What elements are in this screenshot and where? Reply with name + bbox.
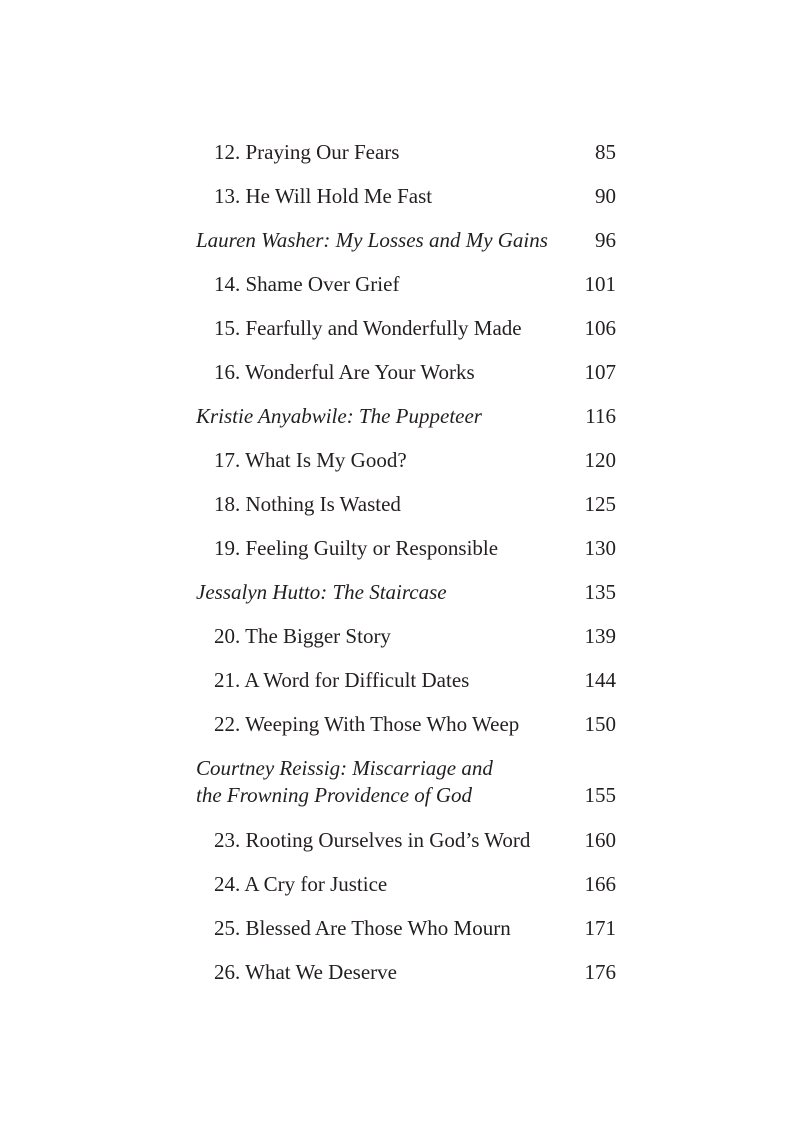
toc-entry-page: 90 (595, 184, 616, 208)
toc-entry-page: 106 (584, 316, 616, 340)
toc-entry-title: Lauren Washer: My Losses and My Gains (196, 228, 548, 252)
toc-entry-page: 139 (584, 624, 616, 648)
toc-entry-page: 176 (584, 960, 616, 984)
toc-entry-title: 12. Praying Our Fears (214, 140, 400, 164)
toc-entry-title: 21. A Word for Difficult Dates (214, 668, 470, 692)
toc-entry-page: 125 (584, 492, 616, 516)
toc-entry-title: 24. A Cry for Justice (214, 872, 388, 896)
toc-entry-title: 26. What We Deserve (214, 960, 397, 984)
toc-entry-title: the Frowning Providence of God (196, 783, 473, 807)
toc-entry-page: 107 (584, 360, 616, 384)
toc-entry-page: 160 (584, 828, 616, 852)
toc-entry-page: 155 (584, 783, 616, 807)
toc-entry-page: 96 (595, 228, 616, 252)
toc-entry-title: Kristie Anyabwile: The Puppeteer (196, 404, 482, 428)
toc-entry-title: 16. Wonderful Are Your Works (214, 360, 475, 384)
toc-entry-page: 116 (585, 404, 616, 428)
toc-entry-title: 23. Rooting Ourselves in God’s Word (214, 828, 531, 852)
toc-entry-page: 130 (584, 536, 616, 560)
toc-entry-title: 19. Feeling Guilty or Responsible (214, 536, 499, 560)
toc-entry-title: 17. What Is My Good? (214, 448, 407, 472)
toc-entry-title: Jessalyn Hutto: The Staircase (196, 580, 447, 604)
toc-entry-page: 150 (584, 712, 616, 736)
toc-entry-title: Courtney Reissig: Miscarriage and (196, 756, 493, 780)
toc-entry-title: 18. Nothing Is Wasted (214, 492, 401, 516)
toc-entry-page: 101 (584, 272, 616, 296)
toc-entry-page: 144 (584, 668, 616, 692)
toc-entry-page: 166 (584, 872, 616, 896)
toc-entry-title: 25. Blessed Are Those Who Mourn (214, 916, 511, 940)
toc-entry-page: 135 (584, 580, 616, 604)
toc-entry-title: 22. Weeping With Those Who Weep (214, 712, 520, 736)
toc-entry-page: 85 (595, 140, 616, 164)
toc-entry-title: 15. Fearfully and Wonderfully Made (214, 316, 522, 340)
toc-entry-title: 13. He Will Hold Me Fast (214, 184, 433, 208)
toc-entry-title: 20. The Bigger Story (214, 624, 391, 648)
toc-entry-page: 120 (584, 448, 616, 472)
toc-entry-page: 171 (584, 916, 616, 940)
toc-entry-title: 14. Shame Over Grief (214, 272, 400, 296)
